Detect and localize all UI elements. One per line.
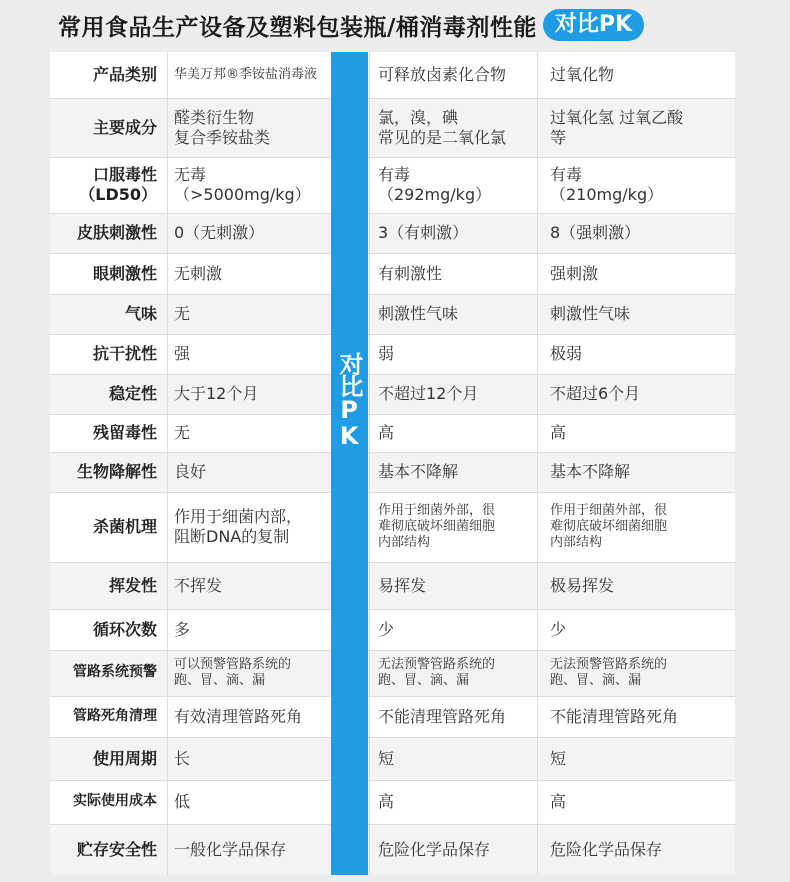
row-separator (50, 452, 735, 453)
cell-peroxide (542, 157, 735, 213)
cell-quat-ammonium (168, 650, 330, 696)
cell-peroxide-text: 8（强刺激） (550, 223, 641, 242)
cell-quat-ammonium (168, 696, 330, 737)
cell-quat-ammonium-text: 醛类衍生物 复合季铵盐类 (174, 107, 271, 147)
row-separator (50, 780, 735, 781)
cell-halogen (370, 213, 535, 253)
cell-peroxide-text: 少 (550, 619, 567, 639)
table-row (50, 414, 735, 452)
cell-peroxide-text: 极弱 (550, 344, 583, 363)
cell-peroxide-text: 刺激性气味 (550, 304, 631, 323)
cell-halogen-text: 易挥发 (378, 575, 427, 595)
cell-peroxide (542, 780, 735, 824)
cell-peroxide (542, 213, 735, 253)
cell-peroxide (542, 294, 735, 334)
table-row (50, 374, 735, 414)
table-row (50, 157, 735, 213)
cell-quat-ammonium (168, 98, 330, 157)
row-label (50, 414, 163, 452)
row-separator (50, 334, 735, 335)
cell-quat-ammonium (168, 780, 330, 824)
row-label-text: 管路死角清理 (73, 707, 157, 724)
cell-halogen-text: 不超过12个月 (378, 384, 479, 403)
row-separator (50, 414, 735, 415)
row-label-text: 稳定性 (108, 384, 157, 403)
row-label (50, 696, 163, 737)
row-label-text: 口服毒性 （LD50） (79, 165, 157, 204)
cell-peroxide (542, 98, 735, 157)
cell-halogen-text: 危险化学品保存 (378, 839, 491, 859)
cell-quat-ammonium (168, 737, 330, 780)
row-label (50, 780, 163, 824)
cell-halogen (370, 294, 535, 334)
cell-halogen-text: 刺激性气味 (378, 304, 459, 323)
row-separator (50, 609, 735, 610)
cell-quat-ammonium-text: 低 (174, 792, 191, 811)
cell-halogen (370, 414, 535, 452)
cell-halogen (370, 452, 535, 492)
cell-peroxide (542, 737, 735, 780)
cell-quat-ammonium-text: 华美万邦®季铵盐消毒液 (174, 66, 318, 82)
row-label-text: 抗干扰性 (92, 344, 157, 363)
cell-peroxide (542, 414, 735, 452)
row-separator (50, 157, 735, 158)
cell-quat-ammonium (168, 414, 330, 452)
cell-halogen-text: 有毒 （292mg/kg） (378, 165, 492, 204)
page-title (58, 6, 644, 44)
cell-halogen (370, 696, 535, 737)
row-label-text: 产品类别 (92, 65, 157, 84)
row-separator (50, 374, 735, 375)
cell-quat-ammonium (168, 52, 330, 98)
cell-quat-ammonium (168, 213, 330, 253)
cell-quat-ammonium (168, 334, 330, 374)
cell-peroxide (542, 253, 735, 294)
cell-peroxide (542, 696, 735, 737)
cell-quat-ammonium (168, 492, 330, 562)
row-label-text: 使用周期 (92, 748, 157, 768)
row-label-text: 贮存安全性 (76, 839, 157, 859)
cell-halogen-text: 作用于细菌外部，很 难彻底破坏细菌细胞 内部结构 (378, 502, 496, 551)
comparison-table (50, 52, 735, 875)
row-label-text: 管路系统预警 (73, 664, 157, 681)
cell-peroxide-text: 无法预警管路系统的 跑、冒、滴、漏 (550, 656, 668, 688)
cell-peroxide (542, 492, 735, 562)
table-row (50, 253, 735, 294)
cell-peroxide-text: 过氧化氢 过氧乙酸 等 (550, 107, 684, 147)
table-row (50, 213, 735, 253)
cell-quat-ammonium-text: 长 (174, 748, 191, 768)
row-label-text: 主要成分 (92, 117, 157, 137)
cell-peroxide-text: 不能清理管路死角 (550, 706, 679, 726)
cell-halogen-text: 3（有刺激） (378, 223, 469, 242)
row-label-text: 残留毒性 (92, 423, 157, 442)
row-label (50, 737, 163, 780)
cell-peroxide (542, 452, 735, 492)
row-label (50, 157, 163, 213)
cell-halogen-text: 少 (378, 619, 395, 639)
row-label-text: 实际使用成本 (73, 793, 157, 810)
row-label (50, 609, 163, 650)
cell-halogen-text: 高 (378, 792, 395, 811)
cell-peroxide-text: 高 (550, 792, 567, 811)
row-separator (50, 98, 735, 99)
cell-halogen-text: 氯，溴，碘 常见的是二氧化氯 (378, 107, 507, 147)
cell-halogen-text: 弱 (378, 344, 395, 363)
cell-halogen-text: 无法预警管路系统的 跑、冒、滴、漏 (378, 656, 496, 688)
cell-halogen-text: 不能清理管路死角 (378, 706, 507, 726)
row-label (50, 562, 163, 609)
cell-quat-ammonium (168, 562, 330, 609)
row-label-text: 挥发性 (108, 575, 157, 595)
table-row (50, 52, 735, 98)
row-separator (50, 737, 735, 738)
cell-quat-ammonium-text: 0（无刺激） (174, 223, 265, 242)
column-divider (369, 52, 370, 875)
cell-halogen (370, 737, 535, 780)
table-row (50, 609, 735, 650)
row-separator (50, 213, 735, 214)
cell-peroxide (542, 650, 735, 696)
pk-badge: 对比PK (543, 9, 644, 41)
cell-peroxide (542, 562, 735, 609)
row-separator (50, 253, 735, 254)
cell-quat-ammonium-text: 不挥发 (174, 575, 223, 595)
cell-halogen (370, 374, 535, 414)
row-label (50, 374, 163, 414)
cell-halogen-text: 基本不降解 (378, 462, 459, 481)
row-label (50, 452, 163, 492)
cell-peroxide-text: 过氧化物 (550, 65, 615, 84)
row-separator (50, 492, 735, 493)
row-label (50, 253, 163, 294)
row-label (50, 492, 163, 562)
cell-peroxide (542, 52, 735, 98)
cell-quat-ammonium (168, 452, 330, 492)
column-divider (537, 52, 538, 875)
cell-halogen (370, 562, 535, 609)
cell-halogen (370, 650, 535, 696)
cell-quat-ammonium (168, 374, 330, 414)
title-text: 常用食品生产设备及塑料包装瓶/桶消毒剂性能 (58, 14, 537, 41)
cell-halogen-text: 高 (378, 423, 395, 442)
row-label-text: 循环次数 (92, 619, 157, 639)
cell-halogen (370, 157, 535, 213)
row-separator (50, 294, 735, 295)
row-label (50, 98, 163, 157)
row-separator (50, 562, 735, 563)
cell-peroxide-text: 短 (550, 748, 567, 768)
row-label-text: 气味 (124, 304, 157, 323)
cell-halogen (370, 824, 535, 875)
row-label-text: 杀菌机理 (92, 517, 157, 536)
cell-peroxide-text: 强刺激 (550, 263, 599, 283)
cell-quat-ammonium-text: 一般化学品保存 (174, 839, 287, 859)
table-row (50, 334, 735, 374)
cell-halogen (370, 609, 535, 650)
cell-halogen (370, 780, 535, 824)
cell-quat-ammonium-text: 无 (174, 304, 191, 323)
cell-quat-ammonium-text: 作用于细菌内部， 阻断DNA的复制 (174, 507, 303, 546)
cell-quat-ammonium-text: 无刺激 (174, 263, 223, 283)
cell-halogen (370, 253, 535, 294)
cell-peroxide-text: 作用于细菌外部，很 难彻底破坏细菌细胞 内部结构 (550, 502, 668, 551)
row-label (50, 650, 163, 696)
cell-halogen (370, 98, 535, 157)
cell-halogen (370, 52, 535, 98)
cell-quat-ammonium (168, 609, 330, 650)
table-row (50, 737, 735, 780)
cell-peroxide-text: 基本不降解 (550, 462, 631, 481)
pk-divider-strip (331, 52, 368, 875)
cell-peroxide-text: 危险化学品保存 (550, 839, 663, 859)
table-row (50, 98, 735, 157)
cell-peroxide (542, 824, 735, 875)
cell-peroxide-text: 不超过6个月 (550, 384, 641, 403)
row-label-text: 眼刺激性 (92, 263, 157, 283)
cell-quat-ammonium-text: 良好 (174, 462, 207, 481)
row-label-text: 生物降解性 (76, 462, 157, 481)
table-row (50, 696, 735, 737)
cell-halogen (370, 492, 535, 562)
table-row (50, 650, 735, 696)
table-row (50, 452, 735, 492)
cell-quat-ammonium-text: 无 (174, 423, 191, 442)
cell-peroxide-text: 有毒 （210mg/kg） (550, 165, 664, 204)
cell-halogen-text: 可释放卤素化合物 (378, 65, 507, 84)
cell-quat-ammonium-text: 多 (174, 619, 191, 639)
table-row (50, 824, 735, 875)
cell-quat-ammonium (168, 824, 330, 875)
cell-quat-ammonium (168, 294, 330, 334)
row-label (50, 52, 163, 98)
cell-quat-ammonium-text: 大于12个月 (174, 384, 259, 403)
cell-peroxide (542, 374, 735, 414)
table-row (50, 492, 735, 562)
row-label (50, 824, 163, 875)
cell-quat-ammonium-text: 无毒 （>5000mg/kg） (174, 165, 311, 204)
cell-peroxide-text: 极易挥发 (550, 575, 615, 595)
table-row (50, 780, 735, 824)
row-label (50, 294, 163, 334)
cell-quat-ammonium-text: 可以预警管路系统的 跑、冒、滴、漏 (174, 656, 292, 688)
row-separator (50, 650, 735, 651)
cell-halogen (370, 334, 535, 374)
row-separator (50, 696, 735, 697)
pk-vertical-label: 对比PK (335, 352, 363, 448)
cell-quat-ammonium (168, 253, 330, 294)
cell-peroxide (542, 334, 735, 374)
cell-quat-ammonium-text: 有效清理管路死角 (174, 706, 303, 726)
row-label (50, 334, 163, 374)
cell-peroxide (542, 609, 735, 650)
cell-halogen-text: 短 (378, 748, 395, 768)
cell-quat-ammonium (168, 157, 330, 213)
row-separator (50, 824, 735, 825)
table-row (50, 294, 735, 334)
row-label (50, 213, 163, 253)
cell-peroxide-text: 高 (550, 423, 567, 442)
cell-halogen-text: 有刺激性 (378, 263, 443, 283)
column-divider (167, 52, 168, 875)
table-row (50, 562, 735, 609)
cell-quat-ammonium-text: 强 (174, 344, 191, 363)
row-label-text: 皮肤刺激性 (76, 223, 157, 242)
